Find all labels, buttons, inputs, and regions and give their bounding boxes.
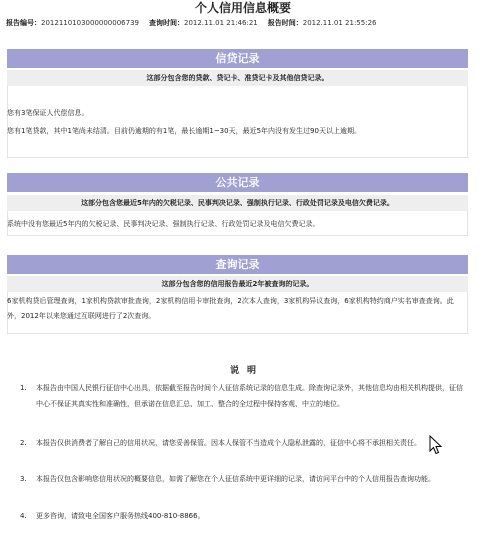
credit-section-box: [7, 86, 468, 158]
note-item: [20, 380, 466, 412]
mouse-cursor-icon: [429, 435, 443, 455]
note-text: 本报告仅供消费者了解自己的信用状况，请您妥善保管。因本人保管不当造成个人隐私泄露的，征信中心将不承担相关责任。: [36, 439, 421, 447]
note-item: [20, 471, 466, 487]
note-item: [20, 508, 466, 524]
public-records-line: 系统中没有您最近5年内的欠税记录、民事判决记录、强制执行记录、行政处罚记录及电信欠费记录。: [7, 220, 320, 228]
credit-section-header: 信贷记录: [7, 49, 468, 68]
query-section-subtitle: 这部分包含您的信用报告最近2年被查询的记录。: [7, 276, 468, 292]
report-number: 2012110103000000006739: [41, 19, 139, 27]
query-time: 2012.11.01 21:46:21: [183, 19, 258, 27]
note-number: 1.: [20, 384, 27, 392]
note-number: 2.: [20, 439, 27, 447]
public-section-subtitle: 这部分包含您最近5年内的欠税记录、民事判决记录、强制执行记录、行政处罚记录及电信欠费记录。: [7, 195, 468, 211]
note-text: 本报告仅包含影响您信用状况的概要信息，如需了解您在个人征信系统中更详细的记录，请访问平台中的个人信用报告查询功能。: [36, 475, 435, 483]
credit-loan-line: 您有1笔贷款，其中1笔尚未结清。目前仍逾期的有1笔，最长逾期1~30天，最近5年内没有发生过90天以上逾期。: [7, 127, 361, 135]
public-section-header: 公共记录: [7, 173, 468, 192]
report-time-label: 报告时间：: [267, 19, 303, 27]
notes-title: 说明: [229, 366, 264, 376]
query-time-label: 查询时间：: [148, 19, 184, 27]
query-section-header: 查询记录: [7, 255, 468, 274]
report-meta: [6, 17, 482, 29]
report-title: 个人信用信息概要: [194, 1, 291, 15]
credit-guarantee-line: 您有3笔保证人代偿信息。: [7, 109, 89, 117]
report-number-label: 报告编号：: [6, 19, 41, 27]
note-text: 更多咨询，请致电全国客户服务热线400-810-8866。: [36, 512, 205, 520]
note-number: 4.: [20, 512, 27, 520]
query-records-text: 6家机构贷后管理查询，1家机构贷款审批查询，2家机构信用卡审批查询，2次本人查询，3家机构异议查询，6家机构特约商户实名审查查询。此外，2012年以来您通过互联网进行了2次查询。: [7, 297, 454, 320]
note-item: [20, 435, 466, 451]
note-text: 本报告由中国人民银行征信中心出具，依据截至报告时间个人征信系统记录的信息生成。除查询记录外，其他信息均由相关机构提供，征信中心不保证其真实性和准确性，但承诺在信息汇总、加工、整合的全过程中保持客观、中立的地位。: [36, 384, 463, 408]
note-number: 3.: [20, 475, 27, 483]
report-time: 2012.11.01 21:55:26: [302, 19, 377, 27]
credit-section-subtitle: 这部分包含您的贷款、贷记卡、准贷记卡及其他信贷记录。: [7, 70, 468, 86]
